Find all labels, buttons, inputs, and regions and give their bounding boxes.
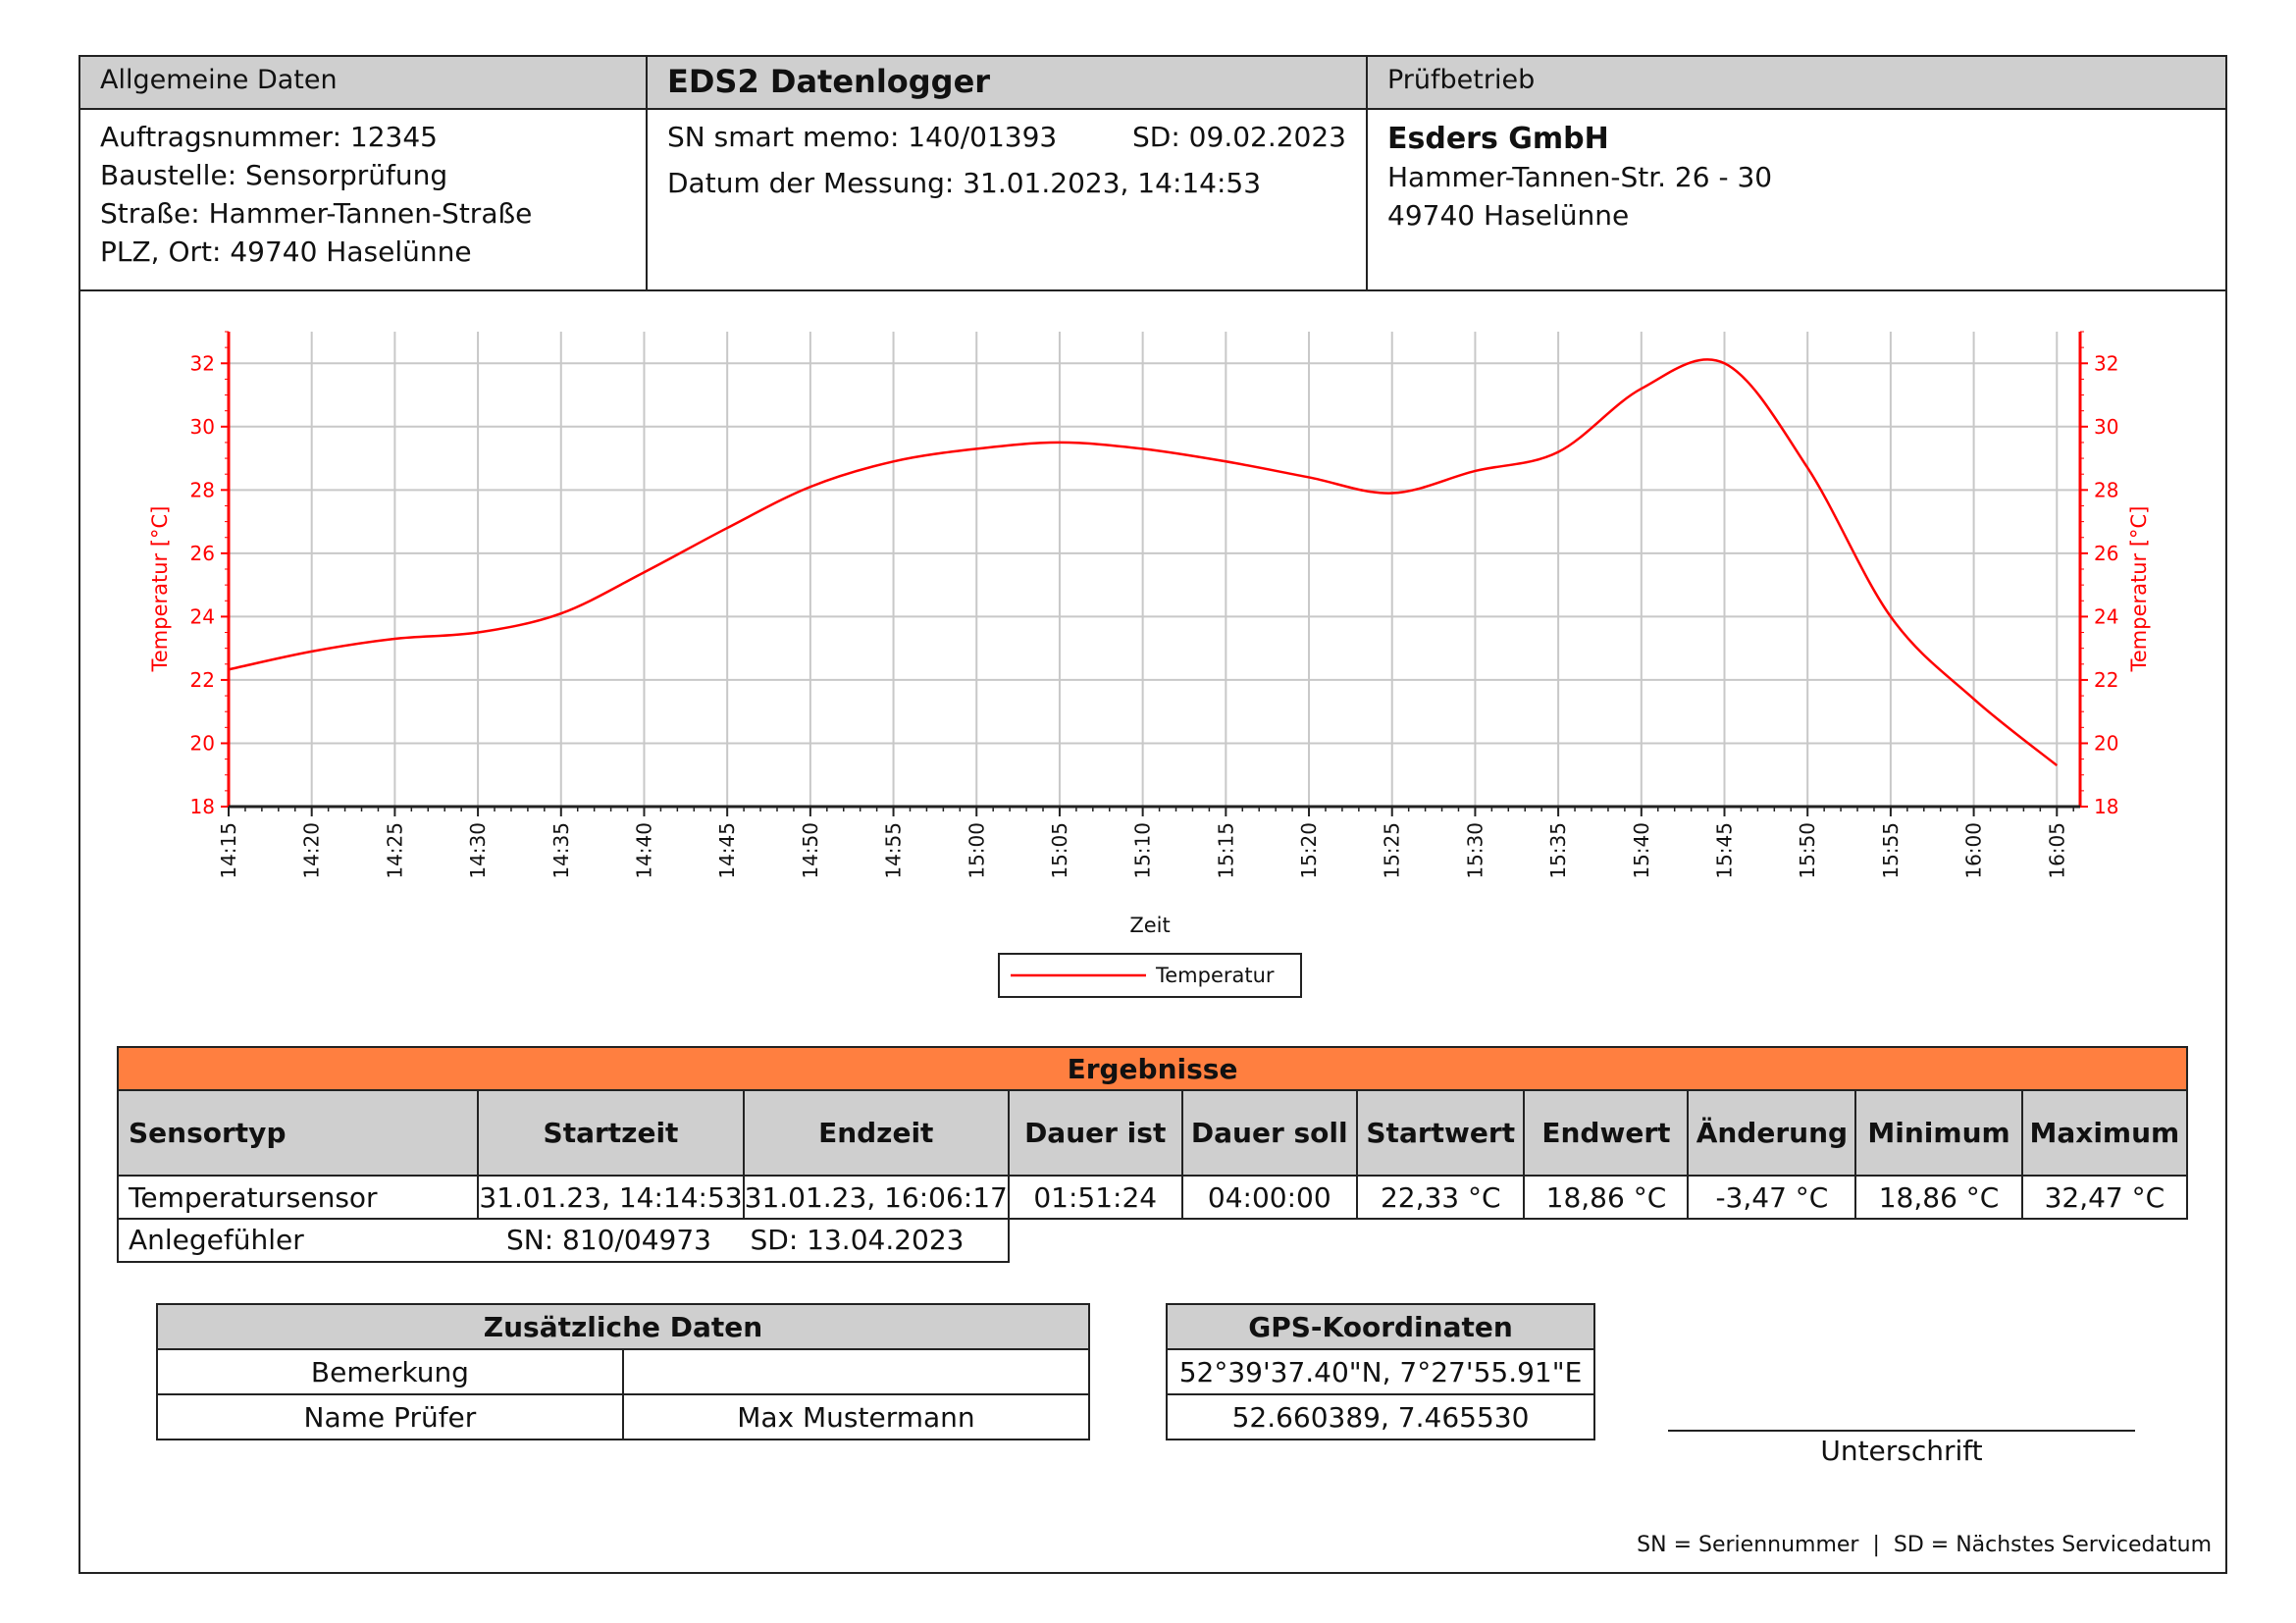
y-tick-label-left: 22 xyxy=(189,667,215,692)
x-tick-label: 14:20 xyxy=(299,822,324,879)
y-tick-label-right: 18 xyxy=(2094,795,2119,818)
col-header-maximum: Maximum xyxy=(2022,1090,2187,1176)
cell-endvalue: 18,86 °C xyxy=(1524,1176,1688,1219)
x-tick-label: 16:00 xyxy=(1961,822,1986,879)
cell-end: 31.01.23, 16:06:17 xyxy=(744,1176,1009,1219)
cell-duration-target: 04:00:00 xyxy=(1182,1176,1357,1219)
y-tick-label-left: 32 xyxy=(189,351,215,376)
company-address-1: Hammer-Tannen-Str. 26 - 30 xyxy=(1387,161,1773,193)
cell-startvalue: 22,33 °C xyxy=(1357,1176,1524,1219)
order-number: Auftragsnummer: 12345 xyxy=(100,121,438,153)
y-tick-label-right: 30 xyxy=(2094,414,2119,439)
col-header-start: Startzeit xyxy=(478,1090,743,1176)
x-tick-label: 14:55 xyxy=(881,822,906,879)
inspector-value: Max Mustermann xyxy=(623,1394,1089,1440)
y-tick-label-right: 22 xyxy=(2094,667,2119,692)
y-axis-label-left: Temperatur [°C] xyxy=(148,505,172,672)
logger-serial: SN smart memo: 140/01393 xyxy=(667,121,1058,153)
remark-value xyxy=(623,1349,1089,1394)
company-address-2: 49740 Haselünne xyxy=(1387,199,1630,232)
x-tick-label: 15:25 xyxy=(1380,822,1404,879)
x-tick-label: 15:45 xyxy=(1712,822,1737,879)
street: Straße: Hammer-Tannen-Straße xyxy=(100,197,533,230)
col-header-change: Änderung xyxy=(1688,1090,1855,1176)
probe-label: Anlegefühler xyxy=(129,1224,304,1256)
table-row xyxy=(118,1176,2187,1219)
general-data-title: Allgemeine Daten xyxy=(80,57,646,110)
y-tick-label-left: 28 xyxy=(189,478,215,502)
cell-sensortype: Temperatursensor xyxy=(118,1176,478,1219)
signature-label: Unterschrift xyxy=(1820,1435,1983,1467)
datalogger-title: EDS2 Datenlogger xyxy=(648,57,1366,110)
col-header-end: Endzeit xyxy=(744,1090,1009,1176)
x-tick-label: 14:40 xyxy=(632,822,656,879)
x-tick-label: 15:55 xyxy=(1878,822,1903,879)
x-tick-label: 15:05 xyxy=(1047,822,1071,879)
y-tick-label-right: 26 xyxy=(2094,541,2119,565)
y-tick-label-right: 32 xyxy=(2094,351,2119,376)
y-axis-label-right: Temperatur [°C] xyxy=(2127,505,2151,672)
zip-city: PLZ, Ort: 49740 Haselünne xyxy=(100,236,472,268)
additional-data-title: Zusätzliche Daten xyxy=(157,1304,1089,1349)
col-header-endvalue: Endwert xyxy=(1524,1090,1688,1176)
company-name: Esders GmbH xyxy=(1387,122,1609,156)
x-tick-label: 14:50 xyxy=(798,822,822,879)
signature-line xyxy=(1668,1430,2135,1432)
y-tick-label-left: 24 xyxy=(189,604,215,629)
inspector-label: Name Prüfer xyxy=(157,1394,623,1440)
x-tick-label: 15:00 xyxy=(965,822,989,879)
measurement-date: Datum der Messung: 31.01.2023, 14:14:53 xyxy=(667,167,1262,199)
gps-title: GPS-Koordinaten xyxy=(1167,1304,1594,1349)
results-title: Ergebnisse xyxy=(118,1047,2187,1090)
site: Baustelle: Sensorprüfung xyxy=(100,159,448,191)
additional-data-table xyxy=(156,1303,1090,1440)
y-tick-label-right: 28 xyxy=(2094,478,2119,502)
col-header-sensortype: Sensortyp xyxy=(118,1090,478,1176)
gps-table xyxy=(1166,1303,1595,1440)
y-tick-label-left: 26 xyxy=(189,541,215,565)
cell-start: 31.01.23, 14:14:53 xyxy=(478,1176,743,1219)
x-tick-label: 15:40 xyxy=(1629,822,1653,879)
col-header-minimum: Minimum xyxy=(1855,1090,2021,1176)
x-tick-label: 15:35 xyxy=(1546,822,1571,879)
probe-serial: SN: 810/04973 xyxy=(505,1224,711,1256)
gps-dms: 52°39'37.40"N, 7°27'55.91"E xyxy=(1167,1349,1594,1394)
gps-decimal: 52.660389, 7.465530 xyxy=(1167,1394,1594,1440)
col-header-duration: Dauer ist xyxy=(1009,1090,1182,1176)
col-header-duration-target: Dauer soll xyxy=(1182,1090,1357,1176)
y-tick-label-left: 18 xyxy=(189,795,215,818)
probe-service-date: SD: 13.04.2023 xyxy=(750,1224,965,1256)
x-tick-label: 15:10 xyxy=(1130,822,1155,879)
x-tick-label: 14:15 xyxy=(217,822,240,879)
test-company-title: Prüfbetrieb xyxy=(1368,57,2225,110)
y-tick-label-left: 20 xyxy=(189,731,215,756)
cell-change: -3,47 °C xyxy=(1688,1176,1855,1219)
x-tick-label: 14:30 xyxy=(466,822,491,879)
results-table xyxy=(117,1046,2188,1263)
x-tick-label: 15:15 xyxy=(1214,822,1238,879)
remark-label: Bemerkung xyxy=(157,1349,623,1394)
cell-maximum: 32,47 °C xyxy=(2022,1176,2187,1219)
col-header-startvalue: Startwert xyxy=(1357,1090,1524,1176)
x-tick-label: 14:45 xyxy=(715,822,740,879)
x-tick-label: 15:50 xyxy=(1796,822,1820,879)
cell-minimum: 18,86 °C xyxy=(1855,1176,2021,1219)
x-tick-label: 15:30 xyxy=(1463,822,1487,879)
x-tick-label: 15:20 xyxy=(1297,822,1322,879)
footnote: SN = Seriennummer | SD = Nächstes Servicedatum xyxy=(1637,1533,2212,1557)
y-tick-label-right: 20 xyxy=(2094,731,2119,756)
x-tick-label: 14:25 xyxy=(383,822,407,879)
x-tick-label: 14:35 xyxy=(548,822,573,879)
y-tick-label-right: 24 xyxy=(2094,604,2119,629)
y-tick-label-left: 30 xyxy=(189,414,215,439)
x-axis-label: Zeit xyxy=(1129,914,1171,937)
legend-label: Temperatur xyxy=(1156,964,1275,987)
cell-duration: 01:51:24 xyxy=(1009,1176,1182,1219)
logger-service-date: SD: 09.02.2023 xyxy=(1132,121,1346,153)
probe-row xyxy=(118,1219,2187,1262)
x-tick-label: 16:05 xyxy=(2045,822,2069,879)
